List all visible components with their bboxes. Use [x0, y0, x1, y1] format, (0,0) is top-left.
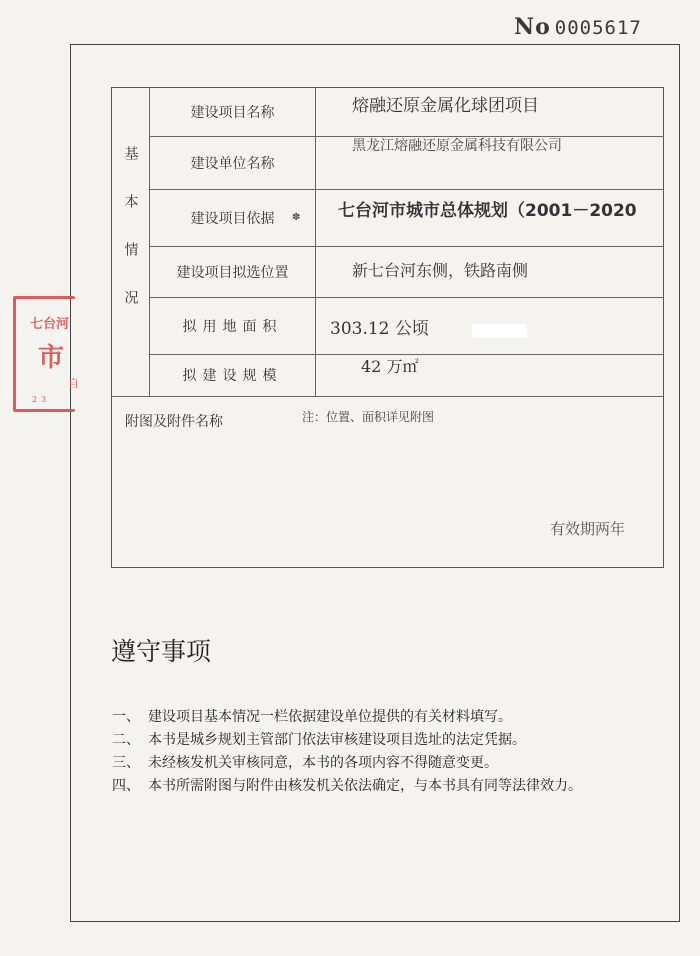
rule-item: 四、 本书所需附图与附件由核发机关依法确定，与本书具有同等法律效力。	[112, 778, 582, 794]
rules-list	[112, 706, 652, 798]
section-label-basic-info: 基本情况	[122, 146, 139, 338]
serial-number	[514, 14, 694, 40]
label-land-area: 拟用地面积	[182, 318, 283, 335]
label-unit-name: 建设单位名称	[190, 155, 275, 172]
rules-title: 遵守事项	[111, 637, 212, 666]
correction-mark	[472, 324, 527, 338]
value-land-area: 303.12 公顷	[330, 319, 429, 339]
rule-item: 一、 建设项目基本情况一栏依据建设单位提供的有关材料填写。	[112, 709, 512, 725]
label-project-name: 建设项目名称	[190, 105, 275, 121]
label-project-basis: 建设项目依据	[190, 210, 275, 227]
attachments-note: 注：位置、面积详见附图	[302, 410, 435, 424]
attachments-label: 附图及附件名称	[125, 414, 223, 430]
value-proposed-location: 新七台河东侧，铁路南侧	[352, 261, 529, 280]
value-project-basis: 七台河市城市总体规划（2001－2020	[338, 201, 637, 221]
rule-item: 二、 本书是城乡规划主管部门依法审核建设项目选址的法定凭据。	[112, 732, 526, 748]
official-seal-stamp: 七台河 市 自 23	[13, 296, 75, 412]
serial-prefix: No	[514, 14, 551, 40]
value-construction-scale: 42 万㎡	[361, 357, 419, 376]
rule-item: 三、 未经核发机关审核同意，本书的各项内容不得随意变更。	[112, 755, 498, 771]
value-unit-name: 黑龙江熔融还原金属科技有限公司	[352, 138, 562, 154]
basic-info-table	[111, 87, 664, 568]
label-construction-scale: 拟建设规模	[182, 368, 283, 384]
ink-blot: ✽	[292, 212, 301, 223]
validity-period: 有效期两年	[549, 520, 625, 538]
label-proposed-location: 建设项目拟选位置	[176, 264, 289, 281]
serial-value: 0005617	[554, 17, 642, 39]
value-project-name: 熔融还原金属化球团项目	[352, 96, 539, 116]
